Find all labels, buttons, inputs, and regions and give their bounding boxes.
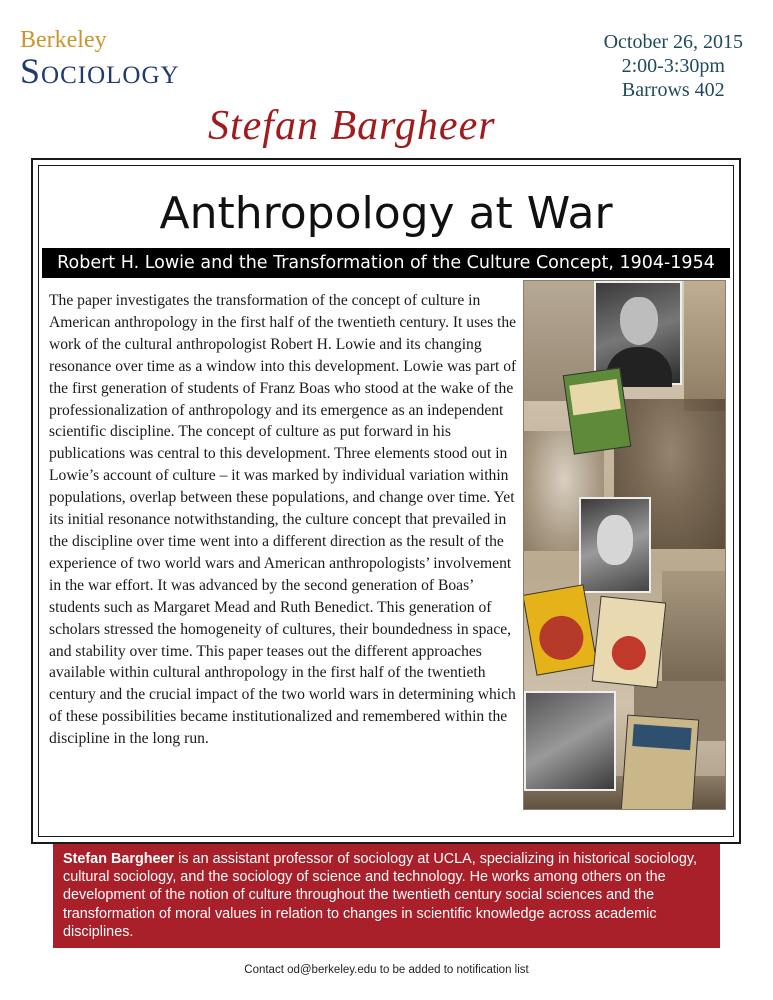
speaker-bio xyxy=(53,844,720,948)
mead-face xyxy=(597,515,633,565)
event-details xyxy=(604,30,743,102)
mead-portrait xyxy=(579,497,651,593)
fieldwork-photo xyxy=(524,691,616,791)
talk-frame xyxy=(31,158,741,844)
rising-sun-icon xyxy=(610,634,647,671)
talk-title: Anthropology at War xyxy=(159,188,613,239)
speaker-name: Stefan Bargheer xyxy=(208,103,496,149)
talk-abstract: The paper investigates the transformation of the concept of culture in American anthropology in the first half of the twentieth century. It uses the work of the cultural anthropologist Robert H. Lowie and its changing resonance over time as a window into this development. Lowie was part of the first generation of students of Franz Boas who stood at the wake of the professionalization of anthropology and its emergence as an independent scientific discipline. The concept of culture as put forward in his publications was central to this development. Three elements stood out in Lowie’s account of culture – it was marked by individual variation within populations, overlap between these populations, and change over time. Yet its initial resonance notwithstanding, the culture concept that prevailed in the discipline over time went into a different direction as the result of the experience of two world wars and American anthropologists’ involvement in the war effort. It was advanced by the second generation of Boas’ students such as Margaret Mead and Ruth Benedict. This generation of scholars stressed the homogeneity of cultures, their boundedness in space, and stability over time. This paper teases out the different approaches available within cultural anthropology in the first half of the twentieth century and the crucial impact of the two world wars in determining which of these possibilities became institutionalized and remembered within the discipline in the long run. xyxy=(49,292,517,748)
event-location: Barrows 402 xyxy=(621,79,725,101)
book-title-band xyxy=(632,724,691,750)
lowie-face xyxy=(620,297,658,345)
contact-note: Contact od@berkeley.edu to be added to notification list xyxy=(244,964,529,976)
chrysanthemum-and-sword-book xyxy=(592,596,667,688)
event-date: October 26, 2015 xyxy=(603,31,743,53)
berkeley-sociology-logo xyxy=(20,28,180,90)
patterns-of-culture-book xyxy=(523,584,598,676)
logo-sociology-text: Sociology xyxy=(20,51,180,91)
bio-text: is an assistant professor of sociology at UCLA, specializing in historical sociology, cultural sociology, and the sociology of science and technology. He works among others on the development of the notion of culture throughout the twentieth century social sciences and the transformation of moral values in relation to changes in scientific knowledge across academic disciplines. xyxy=(63,851,698,940)
primitive-society-book xyxy=(563,367,632,454)
event-time: 2:00-3:30pm xyxy=(621,55,725,77)
talk-frame-inner xyxy=(38,165,734,837)
coming-of-age-in-samoa-book xyxy=(621,715,700,810)
talk-subtitle: Robert H. Lowie and the Transformation of the Culture Concept, 1904-1954 xyxy=(42,248,730,278)
logo-berkeley-text: Berkeley xyxy=(20,27,107,53)
photo-collage xyxy=(523,280,726,810)
bio-name: Stefan Bargheer xyxy=(63,851,175,867)
book-cover-art xyxy=(536,612,587,663)
book-label xyxy=(569,379,621,415)
soldiers-photo xyxy=(684,281,726,411)
